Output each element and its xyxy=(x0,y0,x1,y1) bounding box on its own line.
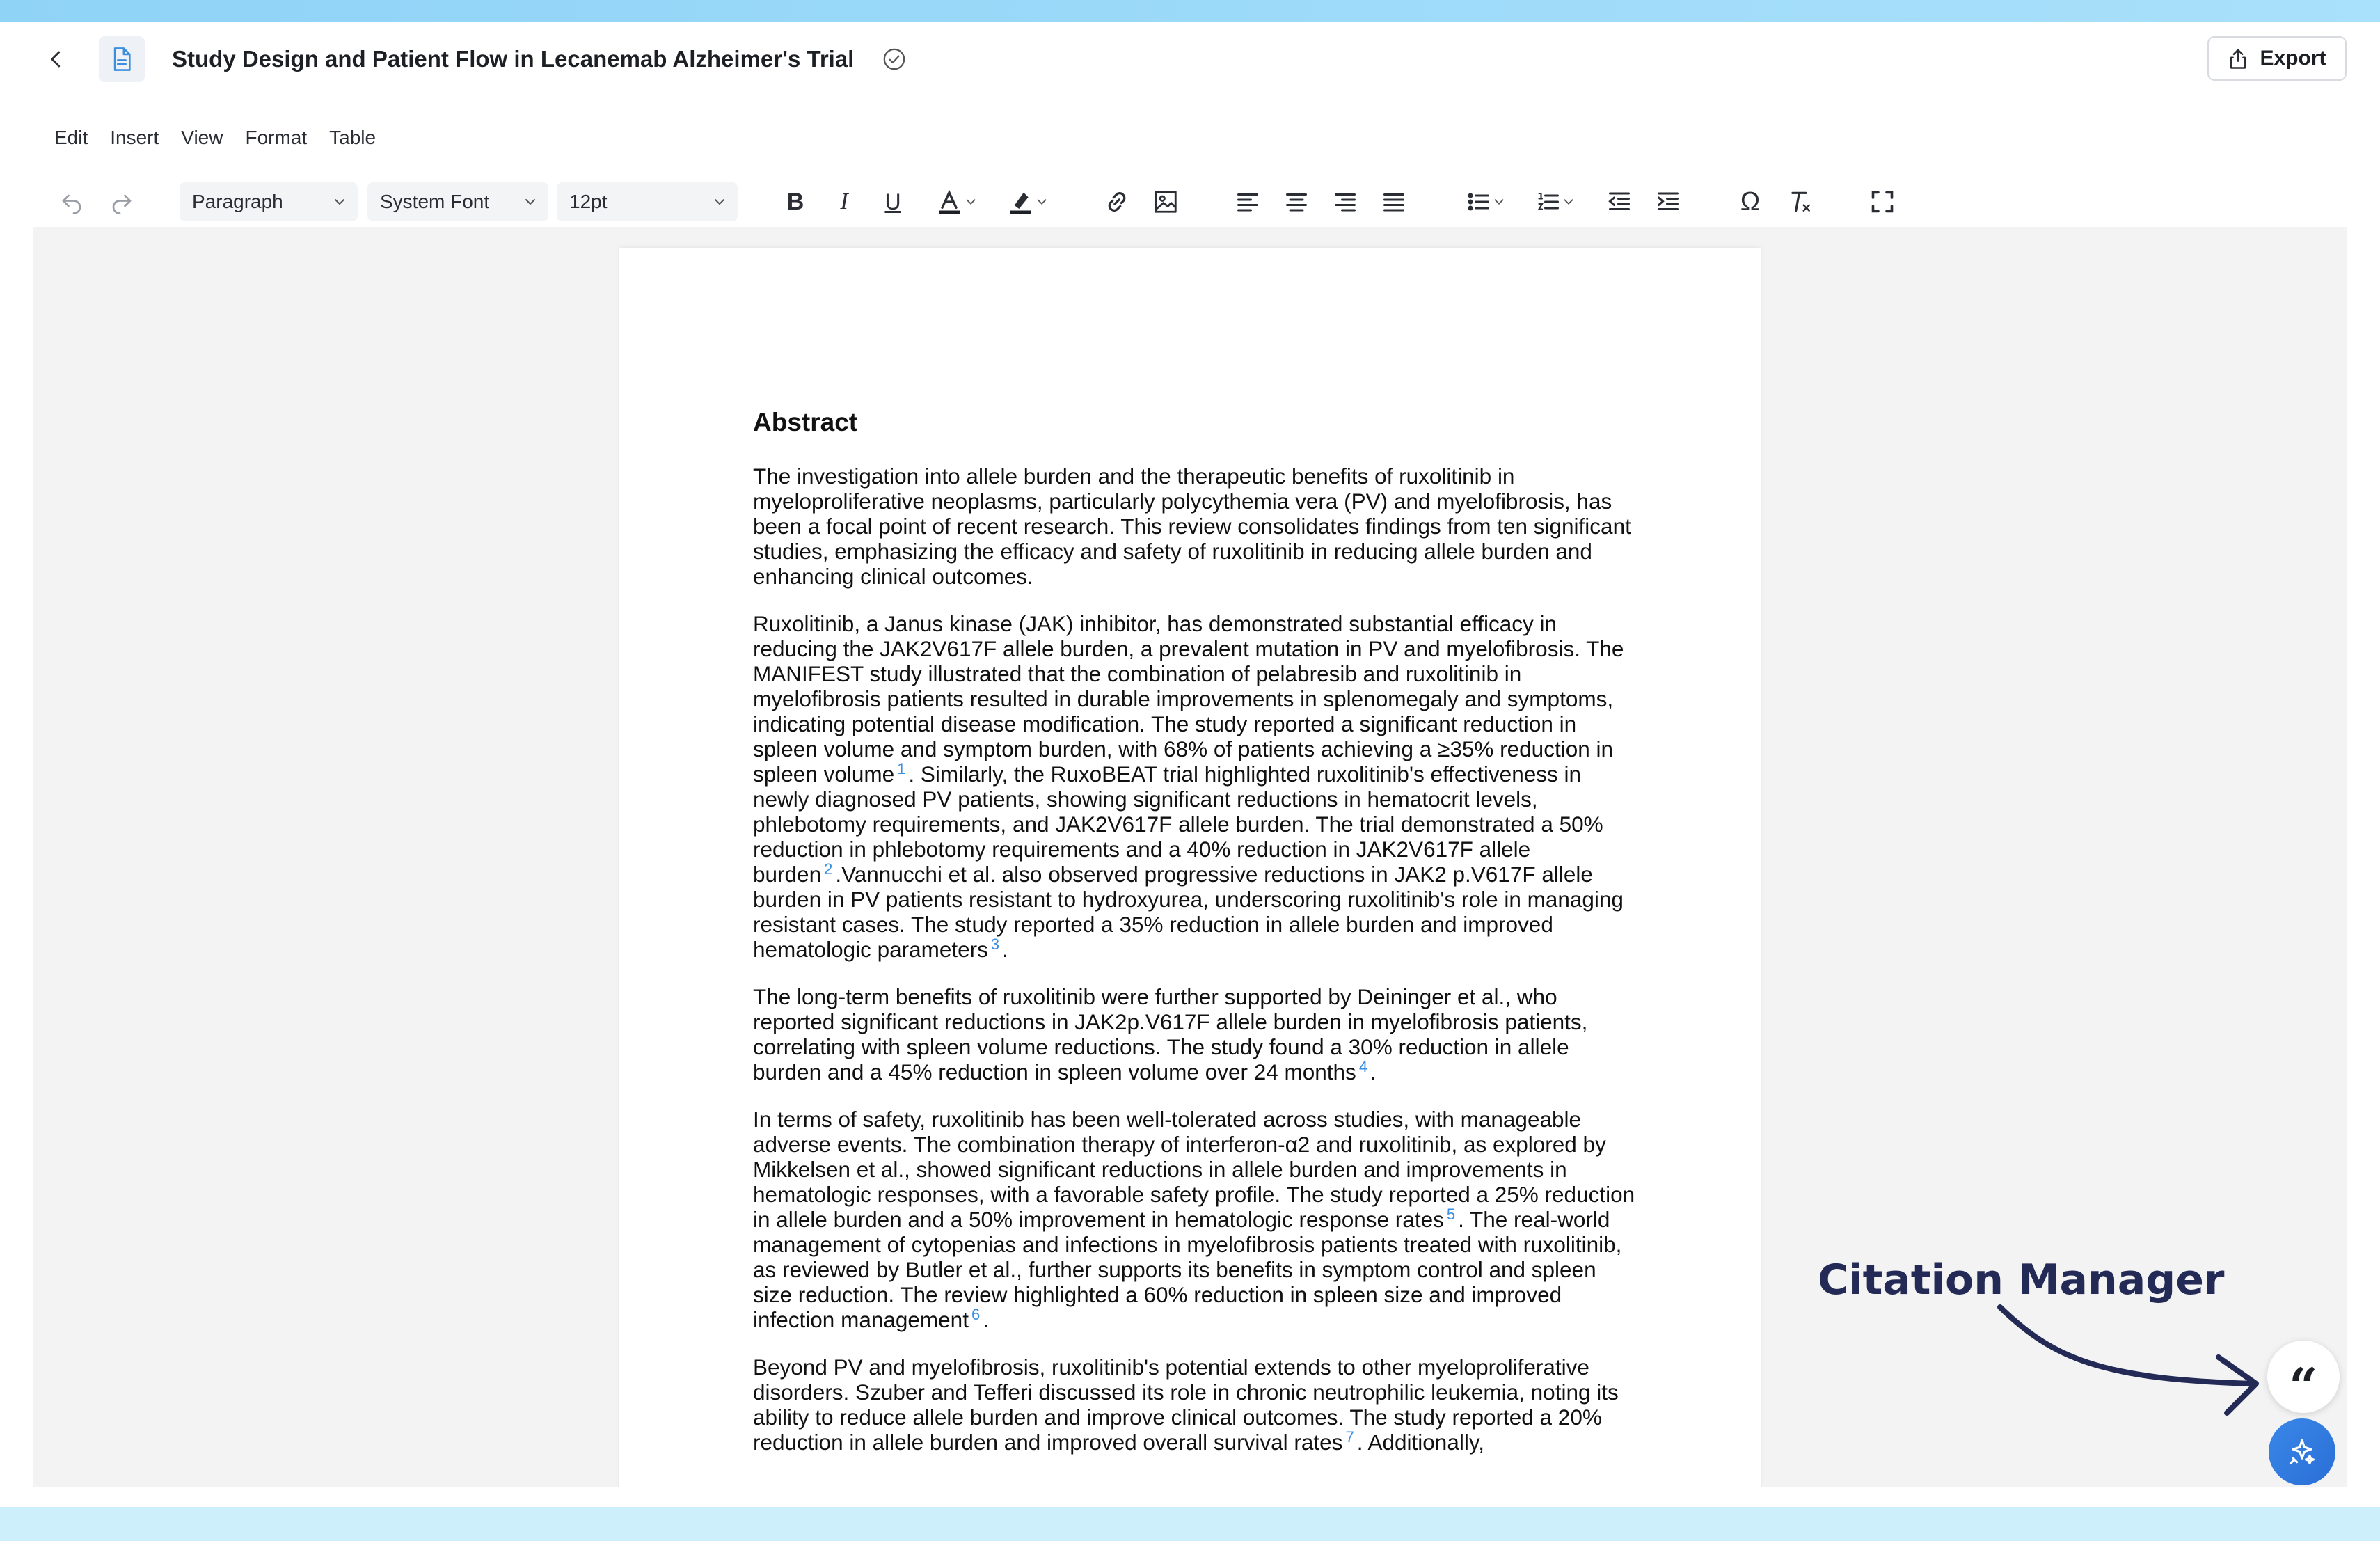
block-format-value: Paragraph xyxy=(192,191,283,212)
bold-button[interactable] xyxy=(779,180,811,224)
bullet-list-icon xyxy=(1466,189,1491,214)
document-header xyxy=(0,22,2380,106)
quote-icon: “ xyxy=(2289,1357,2318,1416)
font-size-select[interactable] xyxy=(557,182,738,221)
block-format-select[interactable] xyxy=(180,182,358,221)
clear-formatting-button[interactable] xyxy=(1783,180,1818,224)
share-icon xyxy=(2228,47,2248,70)
chevron-left-icon xyxy=(46,49,67,70)
numbered-list-icon xyxy=(1536,189,1561,214)
citation-5[interactable]: 5 xyxy=(1446,1205,1456,1223)
back-button[interactable] xyxy=(40,43,72,75)
paragraph-2: Ruxolitinib, a Janus kinase (JAK) inhibitor, has demonstrated substantial efficacy in reducing the JAK2V617F allele burden, a prevalent mutation in PV and myelofibrosis. The MANIFEST study illustrated that the combination of pelabresib and ruxolitinib in myelofibrosis patients resulted in durable improvements in splenomegaly and symptoms, indicating potential disease modification. The study reported a significant reduction in spleen volume and symptom burden, with 68% of patients achieving a ≥35% reduction in spleen volume $^1$ . Similarly, the RuxoBEAT trial highlighted ruxolitinib's effectiveness in newly diagnosed PV patients, showing significant reductions in hematocrit levels, phlebotomy requirements, and JAK2V617F allele burden. The trial demonstrated a 50% reduction in phlebotomy requirements and a 40% reduction in JAK2V617F allele burden $^2$ .Vannucchi et al. also observed progressive reductions in JAK2 p.V617F allele burden in PV patients resistant to hydroxyurea, underscoring ruxolitinib's role in managing resistant cases. The study reported a 35% reduction in allele burden and improved hematologic parameters $^3$ . xyxy=(753,611,1624,962)
chevron-down-icon xyxy=(711,193,728,210)
document-body[interactable] xyxy=(753,406,1637,1477)
indent-button[interactable] xyxy=(1652,180,1684,224)
undo-button[interactable] xyxy=(54,180,89,224)
align-center-button[interactable] xyxy=(1280,180,1312,224)
clear-formatting-icon xyxy=(1787,189,1814,215)
font-family-select[interactable] xyxy=(367,182,548,221)
ai-assistant-button[interactable] xyxy=(2269,1418,2335,1485)
chevron-down-icon xyxy=(1561,194,1576,210)
annotation-arrow-icon xyxy=(1997,1303,2269,1428)
highlight-button[interactable] xyxy=(997,180,1059,224)
font-size-value: 12pt xyxy=(569,191,608,212)
menu-edit[interactable]: Edit xyxy=(54,127,88,148)
paragraph-1: The investigation into allele burden and the therapeutic benefits of ruxolitinib in myeloproliferative neoplasms, particularly polycythemia vera (PV) and myelofibrosis, has been a focal point of recent research. This review consolidates findings from ten significant studies, emphasizing the efficacy and safety of ruxolitinib in reducing allele burden and enhancing clinical outcomes. xyxy=(753,464,1631,589)
underline-icon: U xyxy=(884,189,901,214)
text-color-icon xyxy=(935,188,963,216)
menu-insert[interactable]: Insert xyxy=(110,127,159,148)
saved-status-icon xyxy=(880,45,909,74)
window-bottom-band xyxy=(0,1507,2380,1541)
highlight-icon xyxy=(1006,188,1034,216)
document-title[interactable]: Study Design and Patient Flow in Lecanemab Alzheimer's Trial xyxy=(172,46,855,72)
document-icon-badge xyxy=(99,36,145,82)
paragraph-4: In terms of safety, ruxolitinib has been well-tolerated across studies, with manageable adverse events. The combination therapy of interferon-α2 and ruxolitinib, as explored by Mikkelsen et al., showed significant reductions in allele burden and improvements in hematologic responses, with a favorable safety profile. The study reported a 25% reduction in allele burden and a 50% improvement in hematologic response rates $^5$ . The real-world management of cytopenias and infections in myelofibrosis patients treated with ruxolitinib, as reviewed by Butler et al., further supports its benefits in symptom control and spleen size reduction. The review highlighted a 60% reduction in spleen size and improved infection management $^6$ . xyxy=(753,1107,1635,1332)
citation-manager-annotation: Citation Manager xyxy=(1818,1256,2225,1304)
chevron-down-icon xyxy=(331,193,348,210)
italic-button[interactable] xyxy=(828,180,860,224)
citation-6[interactable]: 6 xyxy=(971,1305,981,1323)
sparkle-icon xyxy=(2287,1437,2317,1467)
text-color-button[interactable] xyxy=(926,180,988,224)
document-page[interactable] xyxy=(619,248,1761,1487)
underline-button[interactable] xyxy=(877,180,909,224)
align-center-icon xyxy=(1284,189,1309,214)
abstract-heading: Abstract xyxy=(753,408,858,436)
export-label: Export xyxy=(2260,47,2326,70)
font-family-value: System Font xyxy=(380,191,490,212)
chevron-down-icon xyxy=(522,193,539,210)
justify-button[interactable] xyxy=(1378,180,1410,224)
indent-icon xyxy=(1656,189,1681,214)
align-right-button[interactable] xyxy=(1329,180,1361,224)
export-button[interactable] xyxy=(2207,36,2347,81)
chevron-down-icon xyxy=(1491,194,1507,210)
fullscreen-icon xyxy=(1870,189,1895,214)
outdent-icon xyxy=(1607,189,1632,214)
citation-2[interactable]: 2 xyxy=(824,860,833,878)
citation-7[interactable]: 7 xyxy=(1345,1428,1354,1446)
fullscreen-button[interactable] xyxy=(1865,180,1900,224)
numbered-list-button[interactable] xyxy=(1528,180,1584,224)
link-button[interactable] xyxy=(1100,180,1134,224)
redo-icon xyxy=(109,189,134,214)
undo-icon xyxy=(59,189,84,214)
redo-button[interactable] xyxy=(104,180,139,224)
bullet-list-button[interactable] xyxy=(1459,180,1514,224)
link-icon xyxy=(1104,189,1130,215)
citation-3[interactable]: 3 xyxy=(990,935,1000,953)
align-left-button[interactable] xyxy=(1232,180,1264,224)
document-icon xyxy=(110,46,134,72)
outdent-button[interactable] xyxy=(1603,180,1635,224)
italic-icon: I xyxy=(840,189,848,214)
menu-view[interactable]: View xyxy=(181,127,223,148)
formatting-toolbar xyxy=(0,171,2380,234)
citation-1[interactable]: 1 xyxy=(897,759,906,777)
special-character-button[interactable] xyxy=(1733,180,1768,224)
chevron-down-icon xyxy=(1034,194,1049,210)
editor-app xyxy=(0,22,2380,1507)
image-icon xyxy=(1152,189,1179,215)
align-left-icon xyxy=(1235,189,1260,214)
window-top-band xyxy=(0,0,2380,22)
insert-image-button[interactable] xyxy=(1148,180,1183,224)
menu-table[interactable]: Table xyxy=(329,127,376,148)
paragraph-3: The long-term benefits of ruxolitinib were further supported by Deininger et al., who reported significant reductions in JAK2p.V617F allele burden in myelofibrosis patients, correlating with spleen volume reductions. The study found a 30% reduction in allele burden and a 45% reduction in spleen volume over 24 months $^4$ . xyxy=(753,984,1588,1084)
paragraph-5: Beyond PV and myelofibrosis, ruxolitinib's potential extends to other myeloproliferative disorders. Szuber and Tefferi discussed its role in chronic neutrophilic leukemia, noting its ability to reduce allele burden and improve clinical outcomes. The study reported a 20% reduction in allele burden and improved overall survival rates $^7$ . Additionally, xyxy=(753,1354,1619,1455)
menu-bar xyxy=(47,120,391,156)
citation-4[interactable]: 4 xyxy=(1358,1057,1368,1075)
align-right-icon xyxy=(1333,189,1358,214)
chevron-down-icon xyxy=(963,194,978,210)
citation-manager-button[interactable] xyxy=(2267,1341,2340,1416)
justify-icon xyxy=(1381,189,1406,214)
bold-icon: B xyxy=(786,188,804,215)
special-character-icon: Ω xyxy=(1740,187,1761,216)
menu-format[interactable]: Format xyxy=(245,127,308,148)
